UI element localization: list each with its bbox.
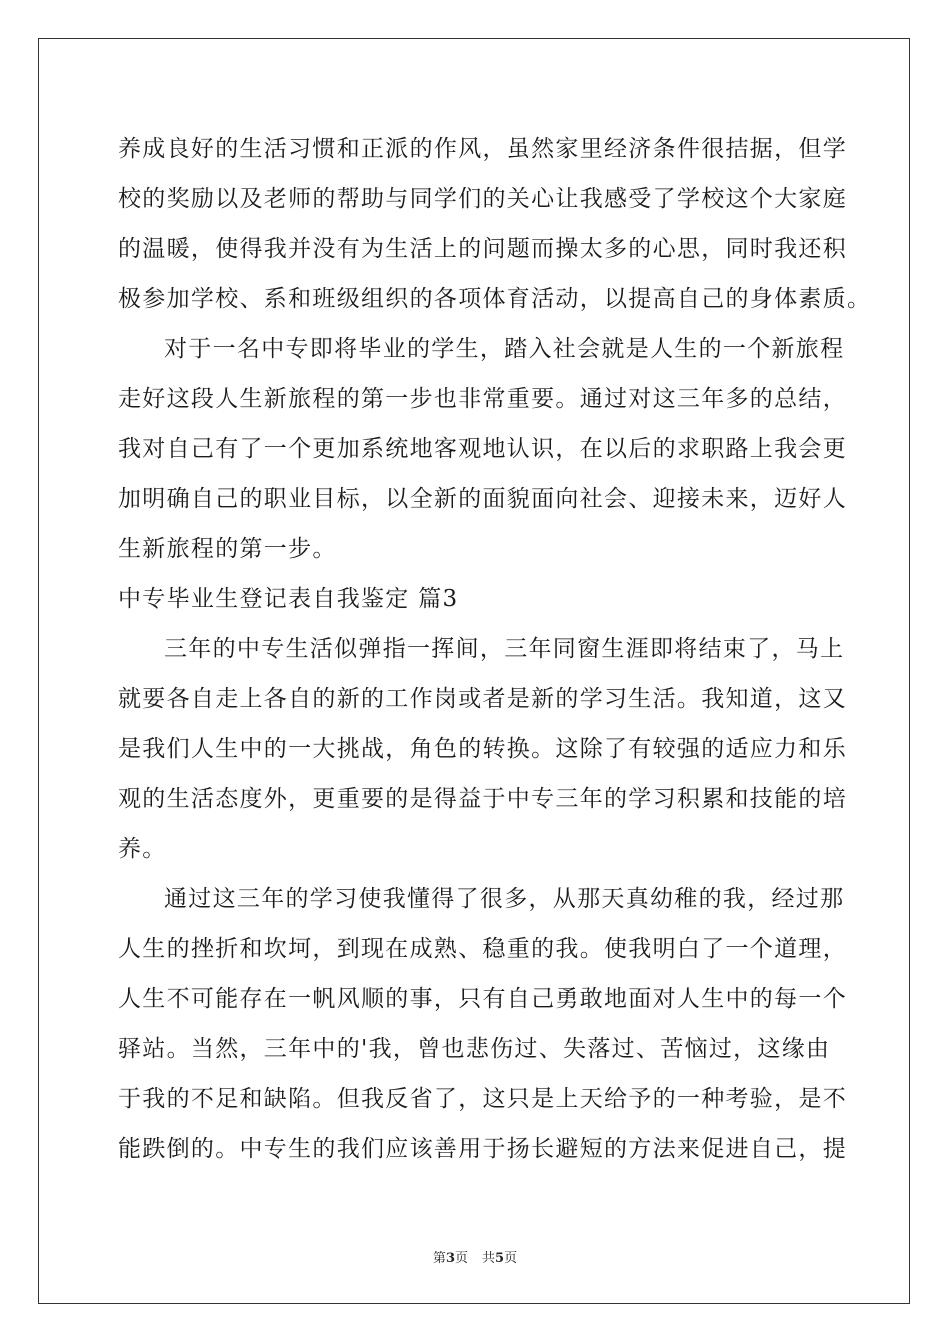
body-line: 的温暖，使得我并没有为生活上的问题而操太多的心思，同时我还积: [118, 236, 847, 262]
footer-total-prefix: 共: [482, 1251, 496, 1266]
body-line: 养。: [118, 836, 167, 862]
paragraph-first-line: 对于一名中专即将毕业的学生，踏入社会就是人生的一个新旅程: [164, 336, 845, 362]
body-line: 就要各自走上各自的新的工作岗或者是新的学习生活。我知道，这又: [118, 686, 847, 712]
page-border: [38, 38, 910, 1304]
body-line: 人生的挫折和坎坷，到现在成熟、稳重的我。使我明白了一个道理，: [118, 936, 847, 962]
body-line: 校的奖励以及老师的帮助与同学们的关心让我感受了学校这个大家庭: [118, 186, 847, 212]
body-line: 于我的不足和缺陷。但我反省了，这只是上天给予的一种考验，是不: [118, 1086, 847, 1112]
body-line: 能跌倒的。中专生的我们应该善用于扬长避短的方法来促进自己，提: [118, 1136, 847, 1162]
body-line: 我对自己有了一个更加系统地客观地认识，在以后的求职路上我会更: [118, 436, 847, 462]
body-line: 养成良好的生活习惯和正派的作风，虽然家里经济条件很拮据，但学: [118, 136, 847, 162]
paragraph-first-line: 三年的中专生活似弹指一挥间，三年同窗生涯即将结束了，马上: [164, 636, 845, 662]
footer-total-pages: 5: [495, 1251, 505, 1266]
body-line: 是我们人生中的一大挑战，角色的转换。这除了有较强的适应力和乐: [118, 736, 847, 762]
footer-total-suffix: 页: [504, 1251, 518, 1266]
body-line: 人生不可能存在一帆风顺的事，只有自己勇敢地面对人生中的每一个: [118, 986, 847, 1012]
body-line: 驿站。当然，三年中的'我，曾也悲伤过、失落过、苦恼过，这缘由: [118, 1036, 831, 1062]
footer-page-suffix: 页: [454, 1251, 468, 1266]
footer-page-prefix: 第: [432, 1251, 446, 1266]
body-line: 生新旅程的第一步。: [118, 536, 337, 562]
section-heading: 中专毕业生登记表自我鉴定 篇3: [118, 586, 459, 612]
body-line: 加明确自己的职业目标，以全新的面貌面向社会、迎接未来，迈好人: [118, 486, 847, 512]
page-footer: [0, 1247, 950, 1266]
footer-current-page: 3: [445, 1251, 455, 1266]
body-line: 走好这段人生新旅程的第一步也非常重要。通过对这三年多的总结，: [118, 386, 847, 412]
body-line: 观的生活态度外，更重要的是得益于中专三年的学习积累和技能的培: [118, 786, 847, 812]
paragraph-first-line: 通过这三年的学习使我懂得了很多，从那天真幼稚的我，经过那: [164, 886, 845, 912]
body-line: 极参加学校、系和班级组织的各项体育活动，以提高自己的身体素质。: [118, 286, 872, 312]
